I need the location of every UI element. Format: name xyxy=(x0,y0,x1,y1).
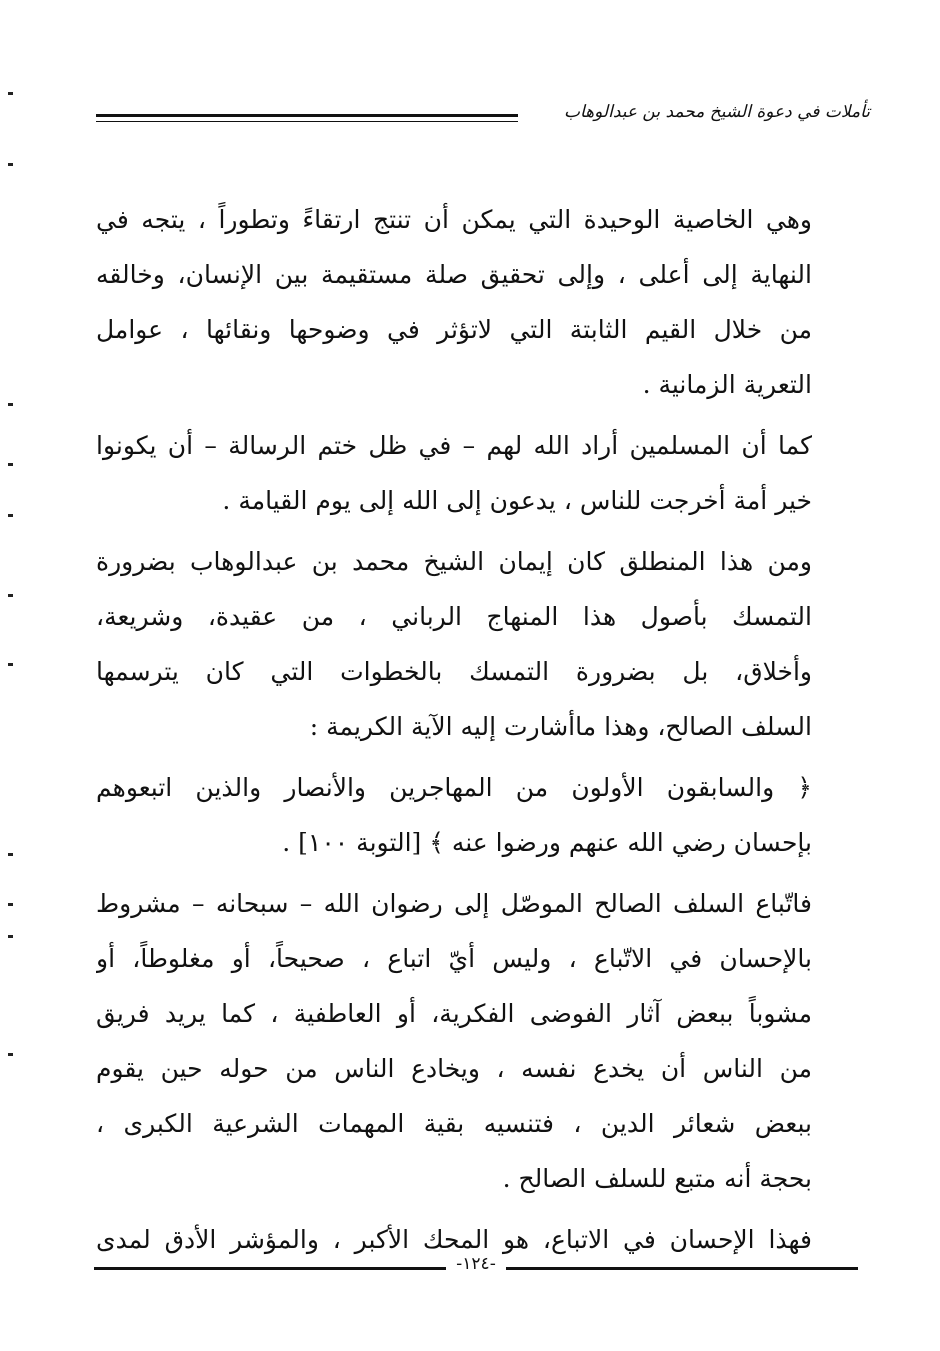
header-rule-thin xyxy=(96,121,518,122)
margin-mark xyxy=(8,403,13,406)
body-text xyxy=(96,192,812,1273)
paragraph-2 xyxy=(96,418,812,528)
text-line: التعرية الزمانية . xyxy=(642,370,812,399)
paragraph-5 xyxy=(96,876,812,1206)
text-line: فاتّباع السلف الصالح الموصّل إلى رضوان الله – سبحانه – مشروط xyxy=(96,889,812,918)
text-line: وأخلاق، بل بضرورة التمسك بالخطوات التي كان يترسمها xyxy=(96,657,812,686)
text-line: وهي الخاصية الوحيدة التي يمكن أن تنتج ارتقاءً وتطوراً ، يتجه في xyxy=(96,205,812,234)
text-line: بإحسان رضي الله عنهم ورضوا عنه ﴾ [التوبة ١٠٠] . xyxy=(282,828,812,857)
text-line: بالإحسان في الاتّباع ، وليس أيّ اتباع ، صحيحاً، أو مغلوطاً، أو xyxy=(96,944,812,973)
text-line: ﴿ والسابقون الأولون من المهاجرين والأنصار والذين اتبعوهم xyxy=(96,773,812,802)
text-line: من الناس أن يخدع نفسه ، ويخادع الناس من حوله حين يقوم xyxy=(96,1054,812,1083)
text-line: بحجة أنه متبع للسلف الصالح . xyxy=(502,1164,812,1193)
text-line: خير أمة أخرجت للناس ، يدعون إلى الله إلى يوم القيامة . xyxy=(222,486,812,515)
text-line: ببعض شعائر الدين ، فتنسيه بقية المهمات الشرعية الكبرى ، xyxy=(96,1109,812,1138)
paragraph-1 xyxy=(96,192,812,412)
margin-mark xyxy=(8,853,13,856)
header-rule xyxy=(96,114,518,117)
text-line: كما أن المسلمين أراد الله لهم – في ظل ختم الرسالة – أن يكونوا xyxy=(96,431,812,460)
margin-mark xyxy=(8,663,13,666)
text-line: التمسك بأصول هذا المنهاج الرباني ، من عقيدة، وشريعة، xyxy=(96,602,812,631)
margin-mark xyxy=(8,594,13,597)
margin-mark xyxy=(8,463,13,466)
text-line: فهذا الإحسان في الاتباع، هو المحك الأكبر ، والمؤشر الأدق لمدى xyxy=(96,1225,812,1254)
margin-mark xyxy=(8,92,13,95)
running-header-title: تأملات في دعوة الشيخ محمد بن عبدالوهاب xyxy=(564,102,870,122)
margin-mark xyxy=(8,163,13,166)
margin-mark xyxy=(8,1053,13,1056)
margin-mark xyxy=(8,514,13,517)
text-line: ومن هذا المنطلق كان إيمان الشيخ محمد بن عبدالوهاب بضرورة xyxy=(96,547,812,576)
page-number: -١٢٤- xyxy=(456,1254,496,1274)
text-line: السلف الصالح، وهذا ماأشارت إليه الآية الكريمة : xyxy=(309,712,812,741)
margin-mark xyxy=(8,935,13,938)
text-line: من خلال القيم الثابتة التي لاتؤثر في وضوحها ونقائها ، عوامل xyxy=(96,315,812,344)
footer-rule-right xyxy=(506,1267,858,1270)
margin-mark xyxy=(8,903,13,906)
quran-verse xyxy=(96,760,812,870)
paragraph-3 xyxy=(96,534,812,754)
text-line: مشوباً ببعض آثار الفوضى الفكرية، أو العاطفية ، كما يريد فريق xyxy=(96,999,812,1028)
text-line: النهاية إلى أعلى ، وإلى تحقيق صلة مستقيمة بين الإنسان، وخالقه xyxy=(96,260,812,289)
footer-rule-left xyxy=(94,1267,446,1270)
